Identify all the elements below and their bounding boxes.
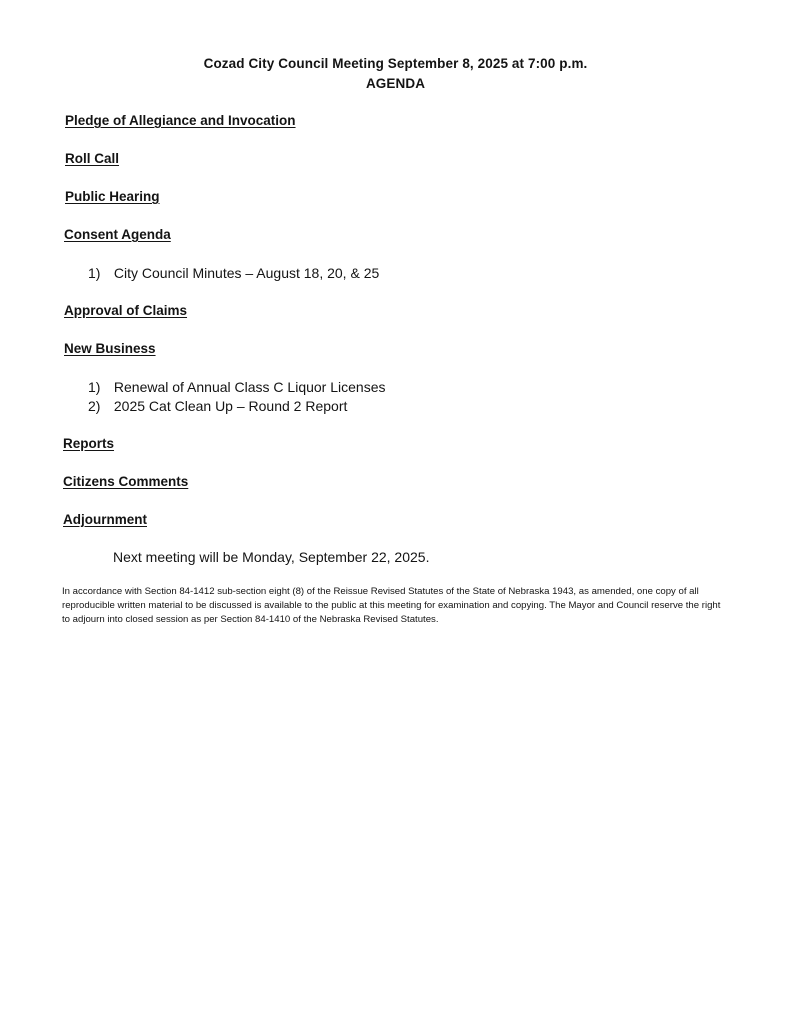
heading-roll-call: Roll Call: [65, 151, 120, 166]
new-business-item-1: [88, 379, 386, 395]
heading-new-business: New Business: [64, 341, 156, 356]
new-business-item-2: [88, 398, 347, 414]
item-text: 2025 Cat Clean Up – Round 2 Report: [113, 398, 348, 414]
item-number: 1): [88, 379, 101, 395]
heading-pledge: Pledge of Allegiance and Invocation: [65, 113, 296, 128]
agenda-subtitle: AGENDA: [365, 76, 426, 91]
item-number: 1): [88, 265, 101, 281]
heading-citizens-comments: Citizens Comments: [63, 474, 189, 489]
meeting-title: Cozad City Council Meeting September 8, 2025 at 7:00 p.m.: [203, 56, 588, 71]
heading-consent-agenda: Consent Agenda: [64, 227, 171, 242]
heading-public-hearing: Public Hearing: [65, 189, 160, 204]
item-number: 2): [88, 398, 101, 414]
item-text: Renewal of Annual Class C Liquor Licenses: [113, 379, 386, 395]
next-meeting-note: Next meeting will be Monday, September 22, 2025.: [113, 549, 430, 565]
legal-notice: In accordance with Section 84-1412 sub-section eight (8) of the Reissue Revised Statutes of the State of Nebraska 1943, as amended, one copy of all reproducible written material to be discussed is available to the public at this meeting for examination and copying. The Mayor and Council reserve the right to adjourn into closed session as per Section 84-1410 of the Nebraska Revised Statutes.: [62, 586, 721, 625]
heading-reports: Reports: [63, 436, 115, 451]
consent-item-1: [88, 265, 379, 281]
heading-approval-of-claims: Approval of Claims: [64, 303, 188, 318]
item-text: City Council Minutes – August 18, 20, & 25: [113, 265, 380, 281]
heading-adjournment: Adjournment: [63, 512, 147, 527]
